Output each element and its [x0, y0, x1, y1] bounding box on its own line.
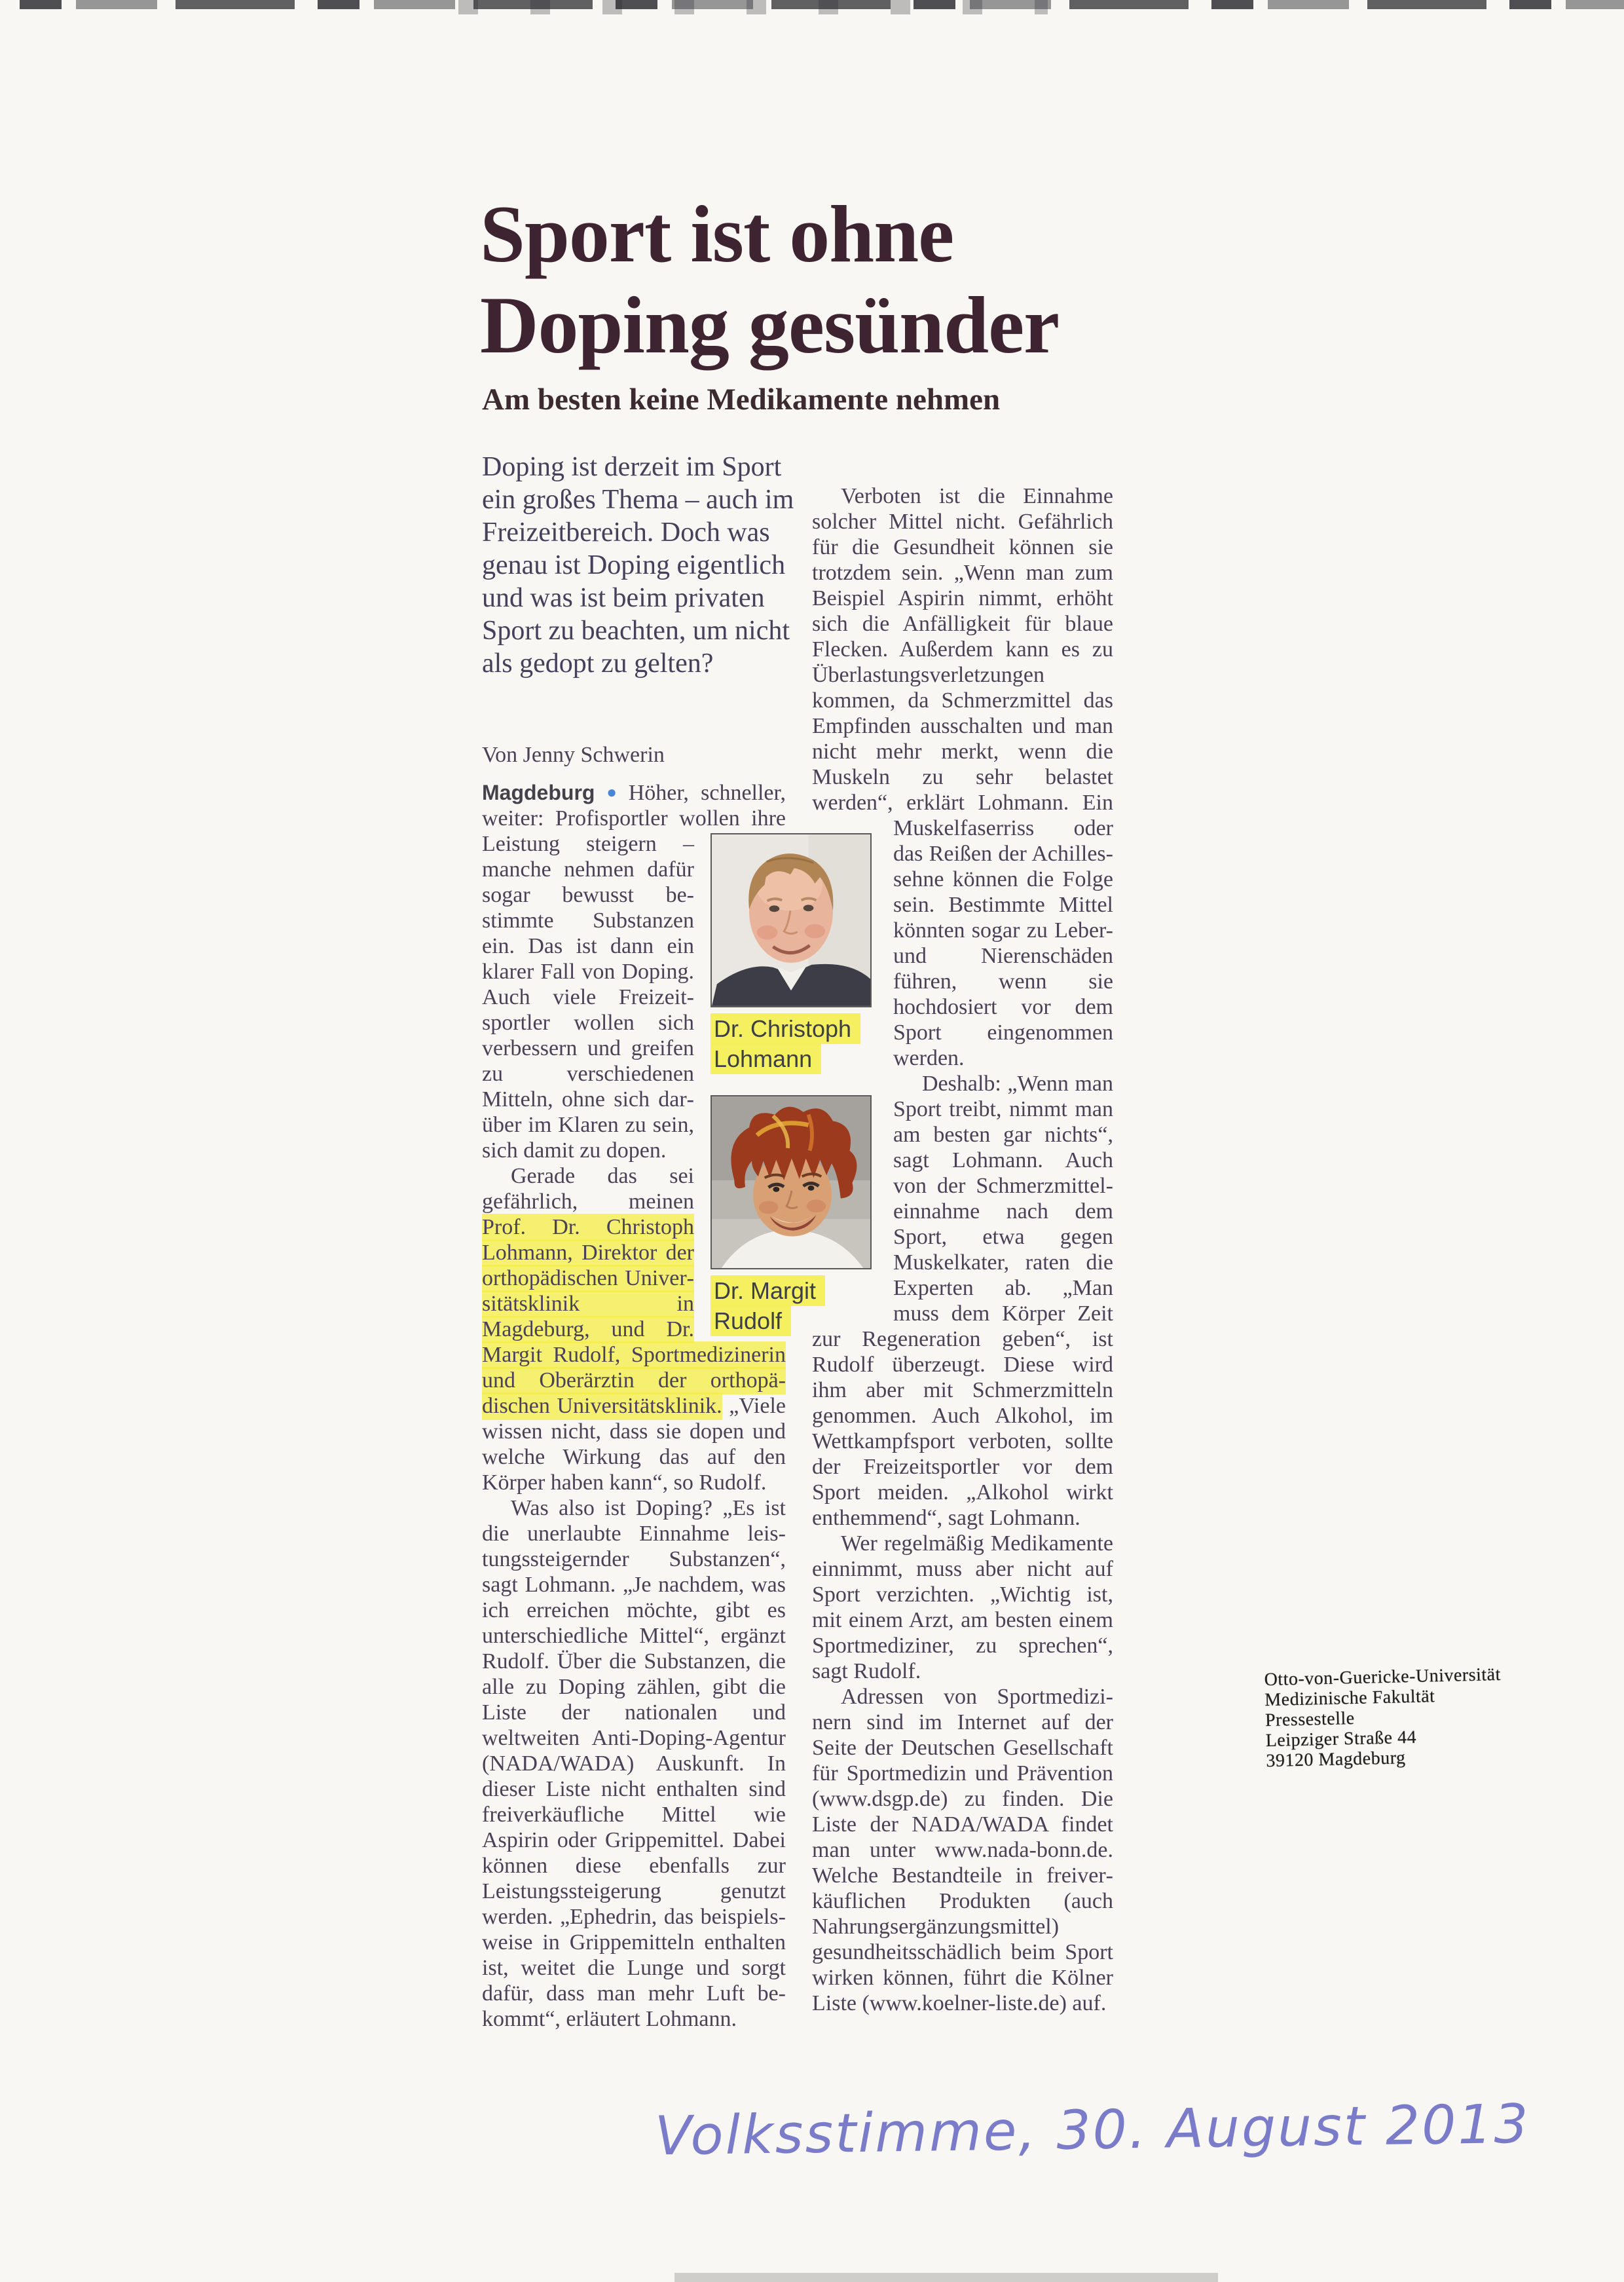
- stamp-line: 39120 Magdeburg: [1266, 1748, 1406, 1772]
- caption-line: Rudolf: [710, 1305, 791, 1336]
- scanner-edge-artifact-top-2: [458, 0, 1048, 14]
- article-subtitle: Am besten keine Medikamente nehmen: [482, 383, 1001, 417]
- body-paragraph: Adressen von Sportmedizinern sind im Internet auf der Seite der Deutschen Gesellschaft für Sportmedizin und Prävention (www.dsgp.de) zu finden. Die Liste der NADA/WADA findet man unter www.nada-bonn.de. Welche Bestandteile in freiverkäuflichen Produkten (auch Nahrungsergänzungsmittel) gesundheitsschädlich beim Sport wirken können, führt die Kölner Liste (www.koelner-liste.de) auf.: [812, 1685, 1113, 2015]
- photo-caption: [710, 1276, 872, 1336]
- stamp-line: Pressestelle: [1264, 1708, 1356, 1731]
- photo-margit-rudolf: [710, 1095, 872, 1336]
- body-text: Höher, schneller, weiter: Profisportler wollen: [482, 781, 786, 831]
- scanner-edge-artifact-bottom: [674, 2273, 1218, 2282]
- portrait-woman-photo: [710, 1095, 872, 1269]
- headline-line-2: Doping gesünder: [480, 280, 1060, 370]
- handwritten-source-note: Volksstimme, 30. August 2013: [654, 2093, 1531, 2168]
- body-text: Verboten ist die Einnahme solcher Mittel nicht. Gefährlich für die Gesundheit können sie trotzdem sein. „Wenn man zum Beispiel Aspirin nimmt, erhöht sich die Anfälligkeit für blaue Flecken. Außerdem kann es zu Überlastungsverletzungen kommen, da Schmerzmittel das Empfinden ausschalten und man nicht mehr merkt, wenn die Muskeln zu sehr belastet werden“, erklärt Lohmann. Ein Muskelfaserriss: [812, 484, 1113, 840]
- body-text: ihre Leistung steigern – manche nehmen dafür sogar bewusst bestimmte Substanzen ein. Das ist dann ein klarer Fall von Doping. Auch viele Freizeitsportler wollen sich verbessern und greifen zu verschiedenen Mitteln, ohne sich darüber im Klaren zu sein, sich damit zu dopen.: [482, 806, 786, 1163]
- caption-line: Dr. Margit: [710, 1275, 825, 1306]
- photo-christoph-lohmann: [710, 833, 872, 1074]
- stamp-line: Medizinische Fakultät: [1264, 1686, 1435, 1711]
- dateline-city: Magdeburg: [482, 781, 595, 804]
- article-headline: [480, 189, 1200, 371]
- university-address-stamp: [1264, 1664, 1503, 1771]
- headline-line-1: Sport ist ohne: [480, 189, 954, 279]
- article-byline: Von Jenny Schwerin: [482, 743, 665, 767]
- body-paragraph: Deshalb: „Wenn man Sport treibt, nimmt man am besten gar nichts“, sagt Lohmann. Auch von der Schmerzmitteleinnahme nach dem Sport, etwa gegen Muskelkater, raten die Experten ab. „Man muss dem Körper Zeit zur Regeneration geben“, ist Rudolf überzeugt. Diese wird ihm aber mit Schmerzmitteln genommen. Auch Alkohol, im Wettkampfsport verboten, sollte der Freizeitsportler vor dem Sport meiden. „Alkohol wirkt enthemmend“, sagt Lohmann.: [812, 1072, 1113, 1530]
- marker-highlighted-text: Prof. Dr. Christoph Lohmann, Direktor der orthopädischen Universitätsklinik in Magdeburg, und Dr. Margit Rudolf, Sportmedizinerin und Oberärztin der orthopädischen Universitätsklinik.: [482, 1214, 786, 1420]
- portrait-man-photo: [710, 833, 872, 1007]
- caption-line: Lohmann: [710, 1043, 821, 1074]
- article-lead-paragraph: Doping ist derzeit im Sport ein großes Thema – auch im Freizeitbereich. Doch was genau ist Doping eigentlich und was ist beim privaten Sport zu beachten, um nicht als gedopt zu gelten?: [482, 452, 794, 679]
- body-paragraph: Wer regelmäßig Medikamente einnimmt, muss aber nicht auf Sport verzichten. „Wichtig ist, mit einem Arzt, am besten einem Sportmediziner, zu sprechen“, sagt Rudolf.: [812, 1531, 1113, 1683]
- photo-caption: [710, 1014, 872, 1074]
- stamp-line: Leipziger Straße 44: [1265, 1727, 1417, 1751]
- body-text: „Viele wissen nicht, dass sie dopen und welche Wirkung das auf den Körper haben kann“, so Rudolf.: [482, 1394, 786, 1495]
- stamp-line: Otto-von-Guericke-Universität: [1264, 1664, 1502, 1691]
- caption-line: Dr. Christoph: [710, 1013, 860, 1044]
- body-paragraph: Was also ist Doping? „Es ist die unerlaubte Einnahme leistungssteigernder Substanzen“, sagt Lohmann. „Je nachdem, was ich erreichen möchte, gibt es unterschiedliche Mittel“, ergänzt Rudolf. Über die Substanzen, die alle zu Doping zählen, gibt die Liste der nationalen und weltweiten Anti-Doping-Agentur (NADA/WADA) Auskunft. In dieser Liste nicht enthalten sind freiverkäufliche Mittel wie Aspirin oder Grippemittel. Dabei können diese ebenfalls zur Leistungssteigerung genutzt werden. „Ephedrin, das beispielsweise in Grippemitteln enthalten ist, weitet die Lunge und sorgt dafür, dass man mehr Luft bekommt“, erläutert Lohmann.: [482, 1496, 786, 2031]
- body-text: oder das Reißen der Achillessehne können die Folge sein. Bestimmte Mittel könnten sogar zu Leber- und Nierenschäden führen, wenn sie hochdosiert vor dem Sport eingenommen werden.: [893, 816, 1113, 1070]
- body-text: Gerade das sei gefährlich, meinen: [482, 1164, 694, 1214]
- dateline-bullet-icon: ●: [600, 783, 623, 802]
